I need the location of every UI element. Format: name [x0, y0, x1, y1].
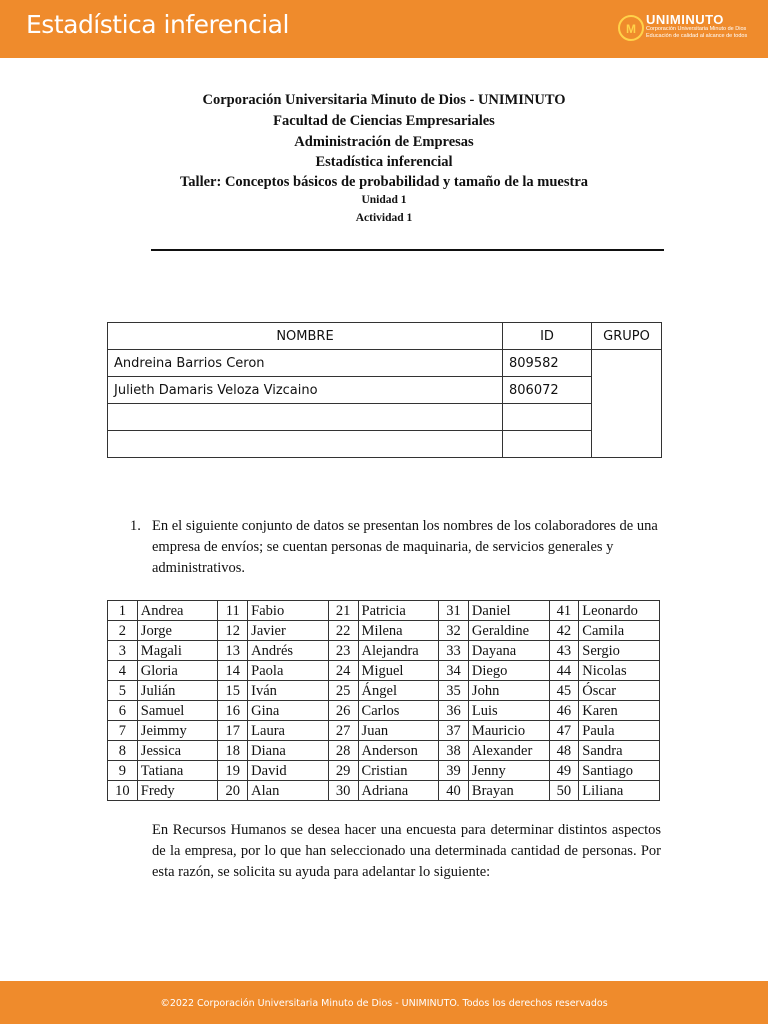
employee-name: Gloria [137, 661, 218, 681]
question-text: En el siguiente conjunto de datos se presentan los nombres de los colaboradores de una empresa de envíos; se cuentan personas de maquinaria, de servicios generales y administrativos. [152, 518, 658, 576]
table-row [108, 621, 660, 641]
employee-name: Mauricio [468, 721, 549, 741]
employee-name: Liliana [579, 781, 660, 801]
employee-name: Jorge [137, 621, 218, 641]
employee-name: Karen [579, 701, 660, 721]
employee-name: Gina [248, 701, 329, 721]
employee-number: 3 [108, 641, 138, 661]
employee-number: 31 [439, 601, 469, 621]
employee-name: Brayan [468, 781, 549, 801]
employee-number: 34 [439, 661, 469, 681]
employee-number: 39 [439, 761, 469, 781]
employee-number: 40 [439, 781, 469, 801]
page-header [0, 0, 768, 58]
table-row [108, 601, 660, 621]
employee-name: Iván [248, 681, 329, 701]
table-row [108, 701, 660, 721]
employee-number: 33 [439, 641, 469, 661]
employee-number: 4 [108, 661, 138, 681]
employee-name: Alejandra [358, 641, 439, 661]
member-row [108, 350, 662, 377]
employee-number: 30 [328, 781, 358, 801]
employee-name: Dayana [468, 641, 549, 661]
employee-number: 29 [328, 761, 358, 781]
header-title: Estadística inferencial [26, 10, 289, 39]
course-name: Estadística inferencial [315, 154, 453, 170]
table-row [108, 761, 660, 781]
employee-name: David [248, 761, 329, 781]
header-group: GRUPO [592, 323, 662, 350]
header-id: ID [503, 323, 592, 350]
employee-name: Tatiana [137, 761, 218, 781]
instructions-paragraph: En Recursos Humanos se desea hacer una encuesta para determinar distintos aspectos de la empresa, por lo que han seleccionado una determinada cantidad de personas. Por esta razón, se solicita su ayuda para adelantar lo siguiente: [152, 822, 661, 880]
members-header-row [108, 323, 662, 350]
question-number: 1. [130, 518, 141, 534]
employee-number: 44 [549, 661, 579, 681]
employee-name: Patricia [358, 601, 439, 621]
employee-name: Andrés [248, 641, 329, 661]
employee-number: 41 [549, 601, 579, 621]
member-name [108, 431, 503, 458]
employee-name: Geraldine [468, 621, 549, 641]
employee-name: Magali [137, 641, 218, 661]
employee-number: 32 [439, 621, 469, 641]
employee-number: 38 [439, 741, 469, 761]
logo-tagline: Educación de calidad al alcance de todos [646, 33, 748, 39]
employee-number: 42 [549, 621, 579, 641]
employee-number: 43 [549, 641, 579, 661]
employee-name: Santiago [579, 761, 660, 781]
employee-number: 22 [328, 621, 358, 641]
employee-name: Nicolas [579, 661, 660, 681]
employee-name: Paula [579, 721, 660, 741]
employee-number: 5 [108, 681, 138, 701]
member-name [108, 404, 503, 431]
activity-label: Actividad 1 [355, 212, 413, 224]
employee-number: 25 [328, 681, 358, 701]
table-row [108, 741, 660, 761]
logo-subtitle: Corporación Universitaria Minuto de Dios [646, 26, 747, 32]
employee-number: 48 [549, 741, 579, 761]
logo-name: UNIMINUTO [646, 12, 724, 27]
institution-name: Corporación Universitaria Minuto de Dios - UNIMINUTO [202, 92, 566, 108]
employee-number: 21 [328, 601, 358, 621]
table-row [108, 781, 660, 801]
employee-name: Adriana [358, 781, 439, 801]
employee-number: 27 [328, 721, 358, 741]
employee-number: 36 [439, 701, 469, 721]
member-row [108, 404, 662, 431]
employee-number: 20 [218, 781, 248, 801]
employee-name: Diego [468, 661, 549, 681]
employee-number: 11 [218, 601, 248, 621]
employee-name: Leonardo [579, 601, 660, 621]
employee-number: 19 [218, 761, 248, 781]
logo-mark-icon [618, 14, 644, 42]
employee-number: 28 [328, 741, 358, 761]
uniminuto-logo [618, 12, 748, 46]
employee-name: Jenny [468, 761, 549, 781]
employee-number: 1 [108, 601, 138, 621]
employee-number: 10 [108, 781, 138, 801]
employee-name: Fabio [248, 601, 329, 621]
employee-name: Daniel [468, 601, 549, 621]
member-row [108, 431, 662, 458]
members-table [107, 322, 662, 458]
member-name: Julieth Damaris Veloza Vizcaino [108, 377, 503, 404]
table-row [108, 721, 660, 741]
member-row [108, 377, 662, 404]
table-row [108, 641, 660, 661]
unit-label: Unidad 1 [361, 194, 407, 206]
page-footer [0, 981, 768, 1024]
employee-number: 12 [218, 621, 248, 641]
employee-name: Cristian [358, 761, 439, 781]
employee-number: 24 [328, 661, 358, 681]
employee-number: 49 [549, 761, 579, 781]
employee-number: 13 [218, 641, 248, 661]
member-id: 806072 [503, 377, 592, 404]
employee-number: 45 [549, 681, 579, 701]
employee-number: 26 [328, 701, 358, 721]
employee-name: Anderson [358, 741, 439, 761]
employee-name: Miguel [358, 661, 439, 681]
employee-name: Alan [248, 781, 329, 801]
employee-number: 15 [218, 681, 248, 701]
header-name: NOMBRE [108, 323, 503, 350]
employee-name: Samuel [137, 701, 218, 721]
employee-name: Alexander [468, 741, 549, 761]
employee-number: 16 [218, 701, 248, 721]
employee-name: Luis [468, 701, 549, 721]
employees-table [107, 600, 660, 801]
employee-number: 14 [218, 661, 248, 681]
svg-text:M: M [626, 22, 636, 36]
footer-copyright: ©2022 Corporación Universitaria Minuto de Dios - UNIMINUTO. Todos los derechos reservados [160, 998, 608, 1009]
employee-number: 17 [218, 721, 248, 741]
table-row [108, 661, 660, 681]
member-group [592, 350, 662, 458]
employee-name: Camila [579, 621, 660, 641]
member-name: Andreina Barrios Ceron [108, 350, 503, 377]
employee-name: Carlos [358, 701, 439, 721]
program-name: Administración de Empresas [294, 134, 474, 150]
workshop-title: Taller: Conceptos básicos de probabilidad y tamaño de la muestra [179, 174, 589, 190]
member-id [503, 404, 592, 431]
employee-name: Fredy [137, 781, 218, 801]
employee-number: 46 [549, 701, 579, 721]
divider-rule [151, 249, 664, 251]
employee-number: 47 [549, 721, 579, 741]
member-id: 809582 [503, 350, 592, 377]
employee-number: 2 [108, 621, 138, 641]
employee-name: Sergio [579, 641, 660, 661]
employee-number: 6 [108, 701, 138, 721]
employee-name: Andrea [137, 601, 218, 621]
employee-name: Ángel [358, 681, 439, 701]
employee-name: Julián [137, 681, 218, 701]
employee-name: John [468, 681, 549, 701]
employee-name: Jessica [137, 741, 218, 761]
employee-name: Sandra [579, 741, 660, 761]
employee-name: Javier [248, 621, 329, 641]
employee-name: Laura [248, 721, 329, 741]
employee-number: 35 [439, 681, 469, 701]
faculty-name: Facultad de Ciencias Empresariales [273, 113, 495, 129]
employee-number: 7 [108, 721, 138, 741]
table-row [108, 681, 660, 701]
employee-name: Diana [248, 741, 329, 761]
employee-name: Milena [358, 621, 439, 641]
member-id [503, 431, 592, 458]
employee-name: Jeimmy [137, 721, 218, 741]
employee-number: 23 [328, 641, 358, 661]
employee-name: Juan [358, 721, 439, 741]
employee-number: 9 [108, 761, 138, 781]
employee-number: 37 [439, 721, 469, 741]
employee-name: Óscar [579, 681, 660, 701]
employee-number: 18 [218, 741, 248, 761]
employee-number: 50 [549, 781, 579, 801]
employee-name: Paola [248, 661, 329, 681]
employee-number: 8 [108, 741, 138, 761]
